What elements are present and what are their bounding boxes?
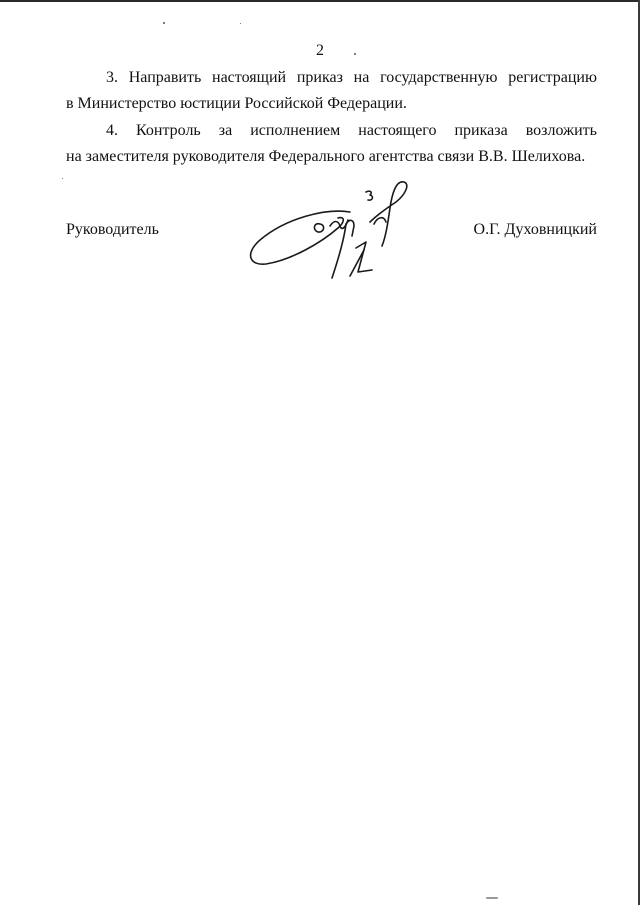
scan-edge-top bbox=[0, 0, 640, 2]
word: настоящего bbox=[358, 122, 437, 139]
word: Контроль bbox=[136, 122, 201, 139]
scan-speck bbox=[62, 178, 63, 179]
word: на bbox=[353, 69, 370, 86]
word: возложить bbox=[525, 122, 597, 139]
word: исполнением bbox=[250, 122, 341, 139]
scan-speck bbox=[240, 23, 241, 24]
word: 4. bbox=[106, 122, 118, 139]
paragraph-item-3 bbox=[66, 65, 597, 117]
paragraph-line: на заместителя руководителя Федерального агентства связи В.В. Шелихова. bbox=[66, 148, 586, 165]
page-number: 2 bbox=[316, 42, 324, 59]
word: 3. bbox=[106, 69, 118, 86]
word: государственную bbox=[380, 69, 498, 86]
word: регистрацию bbox=[508, 69, 597, 86]
signatory-name: О.Г. Духовницкий bbox=[473, 221, 597, 238]
paragraph-item-4 bbox=[66, 118, 597, 170]
paragraph-line bbox=[66, 118, 597, 144]
signature-role: Руководитель bbox=[66, 221, 159, 238]
scan-speck bbox=[163, 22, 165, 24]
word: за bbox=[218, 122, 233, 139]
paragraph-line: в Министерство юстиции Российской Федерации. bbox=[66, 95, 407, 112]
word: Направить bbox=[128, 69, 202, 86]
paragraph-line bbox=[66, 65, 597, 91]
scan-speck bbox=[486, 897, 498, 899]
handwritten-signature bbox=[246, 180, 426, 285]
word: приказа bbox=[454, 122, 508, 139]
word: приказ bbox=[296, 69, 343, 86]
word: настоящий bbox=[212, 69, 287, 86]
